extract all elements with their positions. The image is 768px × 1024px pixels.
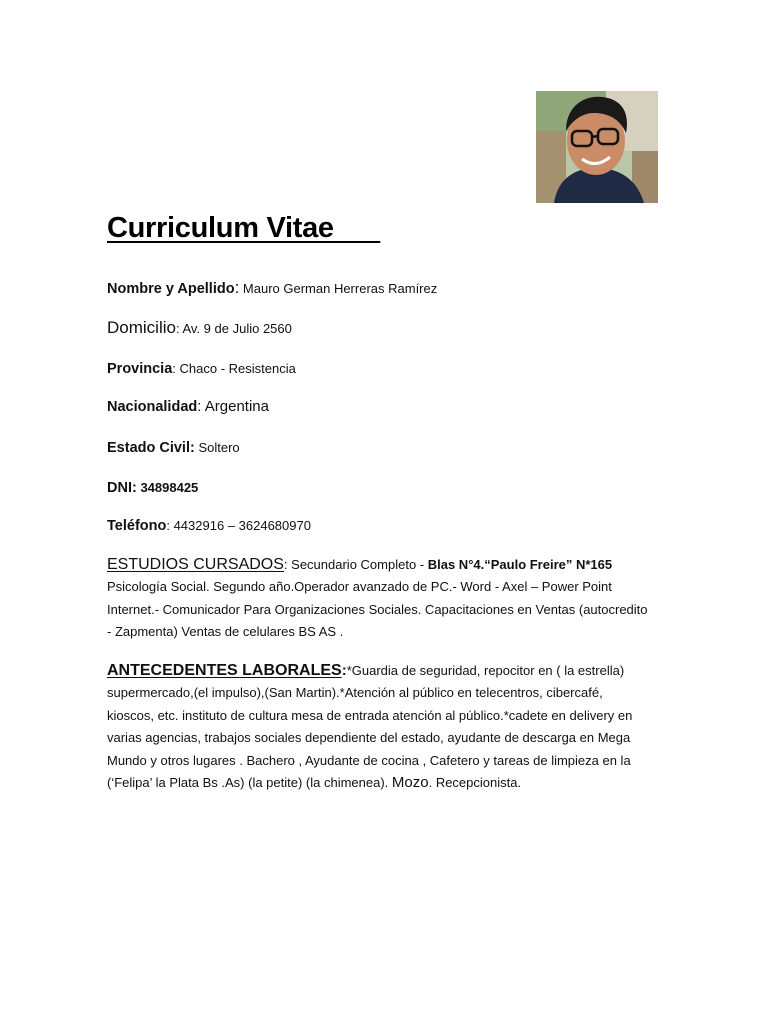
field-province [107,360,296,378]
field-civil-status-label: Estado Civil [107,440,190,456]
studies-text-2: Psicología Social. Segundo año.Operador avanzado de PC.- Word - Axel – Power Point Internet.- Comunicador Para Organizaciones Sociales. Capacitaciones en Ventas (autocredito - Zapmenta) Ventas de celulares BS AS . [107,579,648,640]
field-dni-label: DNI [107,480,132,496]
field-province-sep: : [172,361,176,376]
field-dni-value: 34898425 [136,480,199,495]
field-nationality [107,398,269,416]
field-nationality-sep: : [197,398,202,415]
field-name-value: Mauro German Herreras Ramírez [239,281,438,296]
studies-text-1: Secundario Completo - [287,557,428,572]
field-civil-status-sep: : [190,440,195,456]
field-address-label: Domicilio [107,318,176,337]
work-text-1: *Guardia de seguridad, repocitor en ( la estrella) supermercado,(el impulso),(San Martin).*Atención al público en telecentros, cibercafé, kioscos, etc. instituto de cultura mesa de entrada atención al público.*cadete en delivery en varias agencias, trabajos sociales dependiente del estado, ayudante de descarga en Mega Mundo y otros lugares . Bachero , Ayudante de cocina , Cafetero y tareas de limpieza en la (‘Felipa’ la Plata Bs .As) (la petite) (la chimenea). [107,663,633,791]
studies-school: Blas N°4.“Paulo Freire” N*165 [427,557,613,572]
field-dni-sep: : [131,480,137,496]
field-civil-status [107,439,240,457]
work-text-2: . Recepcionista. [428,775,522,791]
work-heading: ANTECEDENTES LABORALES [107,662,342,679]
studies-section [107,554,652,644]
field-phone-label: Teléfono [107,518,167,534]
document-title: Curriculum Vitae [107,212,381,244]
field-nationality-value: Argentina [201,398,269,415]
field-dni [107,479,198,497]
studies-colon: : [283,557,288,572]
profile-photo-image [536,91,658,203]
field-phone [107,517,311,535]
field-address [107,318,292,338]
field-province-value: Chaco - Resistencia [175,361,296,376]
work-colon: : [341,662,347,679]
field-address-value: Av. 9 de Julio 2560 [179,321,292,336]
field-province-label: Provincia [107,361,173,377]
field-address-sep: : [175,321,180,336]
field-civil-status-value: Soltero [194,440,240,455]
profile-photo [536,91,658,203]
studies-heading: ESTUDIOS CURSADOS [107,556,284,573]
field-nationality-label: Nacionalidad [107,399,198,415]
work-section [107,660,652,794]
field-name [107,278,437,298]
field-name-label: Nombre y Apellido [107,281,235,297]
field-phone-value: 4432916 – 3624680970 [169,518,311,533]
field-phone-sep: : [166,518,170,533]
field-name-sep: : [234,278,240,297]
work-mozo: Mozo [391,774,429,792]
